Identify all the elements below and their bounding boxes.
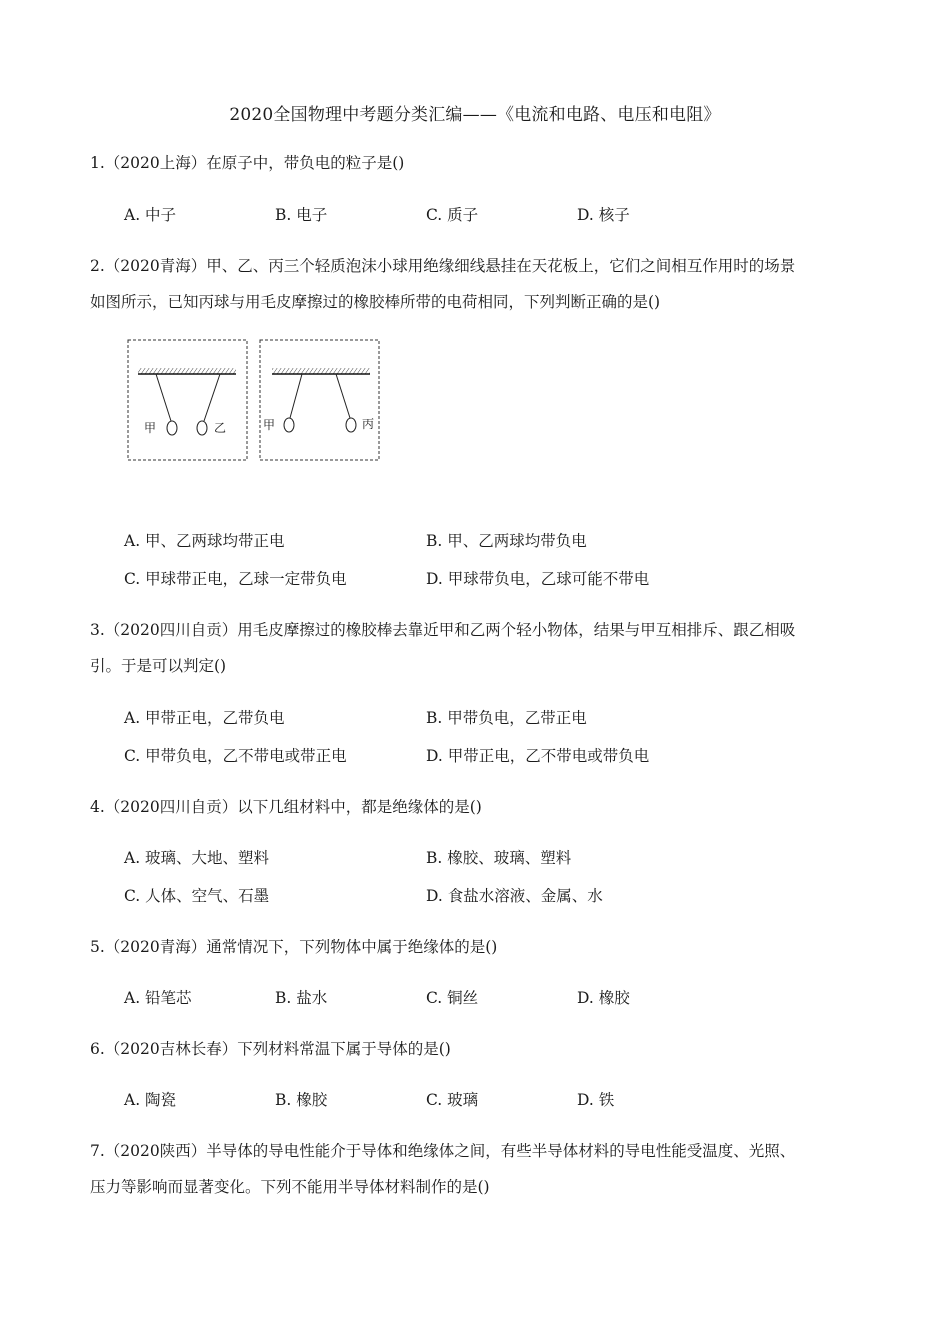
right-panel <box>260 340 379 460</box>
question-text-line2: 引。于是可以判定() <box>90 657 227 675</box>
question-source: （2020青海） <box>104 938 207 956</box>
question-text: 以下几组材料中，都是绝缘体的是() <box>237 798 482 816</box>
question-text: 半导体的导电性能介于导体和绝缘体之间，有些半导体材料的导电性能受温度、光照、 <box>206 1142 796 1160</box>
option-c[interactable]: C. 甲带负电，乙不带电或带正电 <box>124 747 347 765</box>
option-b[interactable]: B. 甲带负电，乙带正电 <box>426 709 587 727</box>
option-a[interactable]: A. 甲、乙两球均带正电 <box>124 532 285 550</box>
label-yi: 乙 <box>214 421 227 435</box>
option-d[interactable]: D. 食盐水溶液、金属、水 <box>426 887 603 905</box>
option-a[interactable]: A. 陶瓷 <box>124 1091 177 1109</box>
question-3 <box>90 612 860 684</box>
question-6 <box>90 1031 860 1067</box>
option-a[interactable]: A. 中子 <box>124 206 177 224</box>
question-text: 甲、乙、丙三个轻质泡沫小球用绝缘细线悬挂在天花板上，它们之间相互作用时的场景 <box>206 257 796 275</box>
question-text-line2: 压力等影响而显著变化。下列不能用半导体材料制作的是() <box>90 1178 490 1196</box>
option-b[interactable]: B. 橡胶、玻璃、塑料 <box>426 849 572 867</box>
page-title: 2020全国物理中考题分类汇编——《电流和电路、电压和电阻》 <box>229 105 721 125</box>
question-4 <box>90 789 860 825</box>
option-b[interactable]: B. 甲、乙两球均带负电 <box>426 532 587 550</box>
label-jia: 甲 <box>144 421 157 435</box>
option-c[interactable]: C. 玻璃 <box>426 1091 479 1109</box>
option-d[interactable]: D. 核子 <box>577 206 630 224</box>
question-source: （2020四川自贡） <box>104 621 238 639</box>
question-source: （2020陕西） <box>104 1142 207 1160</box>
question-1 <box>90 145 860 181</box>
ball-yi <box>197 421 207 435</box>
question-source: （2020上海） <box>104 154 207 172</box>
option-d[interactable]: D. 甲带正电，乙不带电或带负电 <box>426 747 650 765</box>
ball-jia <box>167 421 177 435</box>
option-a[interactable]: A. 铅笔芯 <box>124 989 192 1007</box>
question-source: （2020青海） <box>104 257 207 275</box>
question-number: 1. <box>90 154 105 172</box>
option-d[interactable]: D. 铁 <box>577 1091 615 1109</box>
charged-balls-figure <box>126 338 382 464</box>
thread-jia <box>156 374 171 421</box>
option-c[interactable]: C. 人体、空气、石墨 <box>124 887 270 905</box>
question-7 <box>90 1133 860 1205</box>
question-number: 5. <box>90 938 105 956</box>
question-text-line2: 如图所示，已知丙球与用毛皮摩擦过的橡胶棒所带的电荷相同，下列判断正确的是() <box>90 293 661 311</box>
question-text: 下列材料常温下属于导体的是() <box>237 1040 451 1058</box>
option-c[interactable]: C. 甲球带正电，乙球一定带负电 <box>124 570 347 588</box>
thread-yi <box>204 374 220 421</box>
question-source: （2020四川自贡） <box>104 798 238 816</box>
option-d[interactable]: D. 甲球带负电，乙球可能不带电 <box>426 570 650 588</box>
option-b[interactable]: B. 橡胶 <box>275 1091 328 1109</box>
ceiling-hatch <box>138 368 236 374</box>
thread-jia <box>290 374 302 418</box>
thread-bing <box>336 374 350 418</box>
question-source: （2020吉林长春） <box>104 1040 238 1058</box>
question-number: 6. <box>90 1040 105 1058</box>
option-a[interactable]: A. 甲带正电，乙带负电 <box>124 709 285 727</box>
question-number: 2. <box>90 257 105 275</box>
label-jia: 甲 <box>263 418 276 432</box>
question-5 <box>90 929 860 965</box>
question-number: 7. <box>90 1142 105 1160</box>
ball-bing <box>346 418 356 432</box>
label-bing: 丙 <box>362 417 375 431</box>
left-panel <box>128 340 247 460</box>
question-2 <box>90 248 860 320</box>
question-number: 4. <box>90 798 105 816</box>
question-number: 3. <box>90 621 105 639</box>
ball-jia <box>284 418 294 432</box>
option-b[interactable]: B. 电子 <box>275 206 328 224</box>
question-text: 通常情况下，下列物体中属于绝缘体的是() <box>206 938 498 956</box>
question-text: 在原子中，带负电的粒子是() <box>206 154 405 172</box>
option-c[interactable]: C. 铜丝 <box>426 989 479 1007</box>
option-b[interactable]: B. 盐水 <box>275 989 328 1007</box>
option-d[interactable]: D. 橡胶 <box>577 989 630 1007</box>
option-a[interactable]: A. 玻璃、大地、塑料 <box>124 849 270 867</box>
option-c[interactable]: C. 质子 <box>426 206 479 224</box>
ceiling-hatch <box>272 368 370 374</box>
question-text: 用毛皮摩擦过的橡胶棒去靠近甲和乙两个轻小物体，结果与甲互相排斥、跟乙相吸 <box>237 621 796 639</box>
